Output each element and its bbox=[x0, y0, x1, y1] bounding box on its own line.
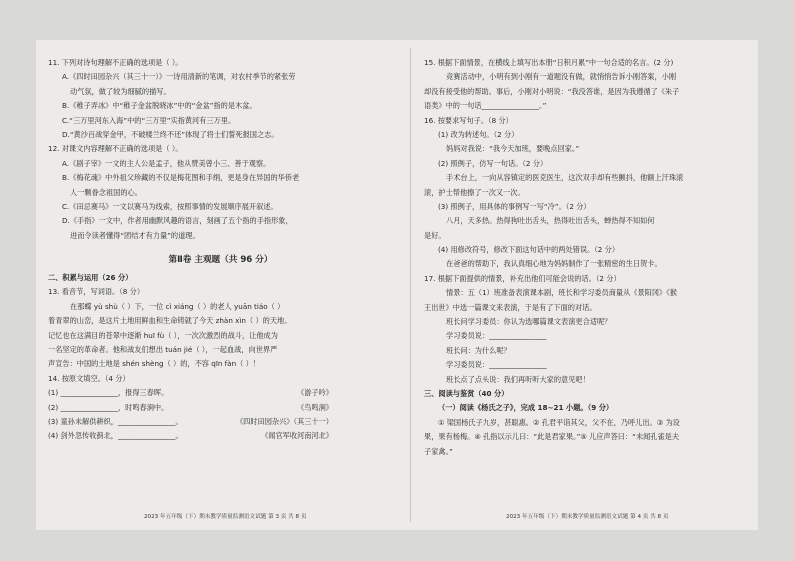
footer-left: 2023 年五年级（下）期末教学质量监测语文试题 第 3 页 共 8 页 bbox=[144, 514, 307, 520]
poem-source: 《四时田园杂兴》（其三十一） bbox=[235, 416, 333, 426]
text-line: 三、阅读与鉴赏（40 分） bbox=[424, 388, 509, 398]
right-questions-block bbox=[424, 56, 754, 459]
text-line: 进而令读者懂得“团结才有力量”的道理。 bbox=[70, 230, 200, 240]
text-line: 人一颗眷念祖国的心。 bbox=[70, 187, 142, 197]
multiple-choice-block bbox=[48, 56, 393, 243]
text-line: 滚，护士帮他擦了一次又一次。 bbox=[424, 187, 525, 197]
text-line: （一）阅读《杨氏之子》，完成 18~21 小题。（9 分） bbox=[438, 403, 614, 413]
poem-source: 《鸟鸣涧》 bbox=[297, 402, 333, 412]
text-line: 学习委员说：________________ bbox=[446, 360, 547, 370]
page-divider bbox=[410, 48, 411, 522]
text-line: B.《稚子弄冰》中“稚子金盆脱晓冰”中的“金盆”指的是木盆。 bbox=[62, 101, 257, 111]
text-line: C.《田忌赛马》一文以赛马为线索，按照事情的发展顺序展开叙述。 bbox=[62, 201, 278, 211]
text-line: 王出世》中选一篇课文来表演，于是有了下面的对话。 bbox=[424, 302, 597, 312]
text-line: (3) 照例子，用具体的事例写一写“冷”。（2 分） bbox=[438, 201, 591, 211]
accumulation-block bbox=[48, 271, 393, 386]
text-line: 是好。 bbox=[424, 230, 446, 240]
text-line: 却没有接受他的帮助。事后，小刚对小明说：“我没答谁，是因为我遵循了《朱子 bbox=[424, 86, 680, 96]
poem-row bbox=[48, 415, 393, 429]
text-line: 14. 按原文填空。（4 分） bbox=[48, 373, 130, 383]
text-line: 11. 下列对诗句理解不正确的选项是（ ）。 bbox=[48, 58, 183, 67]
text-line: D.“黄沙百战穿金甲，不破楼兰终不还”体现了将士们誓死报国之志。 bbox=[62, 129, 279, 139]
text-line: 17. 根据下面提供的情景，补充出他们可能会说的话。（2 分） bbox=[424, 273, 621, 283]
text-line: A.《剧子宰》一文的主人公是孟子，他从赞美曾小三、善于观察。 bbox=[62, 158, 271, 168]
text-line: D.《手指》一文中，作者用幽默风趣的语言，刻画了五个指的手指形象， bbox=[62, 216, 293, 226]
poem-line: (1) ________________，报得三春晖。 bbox=[48, 388, 169, 398]
text-line: 手术台上，一向从容镇定的医克医生，这次双手却有些颤抖，他额上汗珠滚 bbox=[446, 173, 684, 183]
text-line: 记忆也在这满目的苍翠中逐渐 huī fù（ ），一次次激烈的战斗，让他成为 bbox=[48, 330, 278, 340]
poem-source: 《游子吟》 bbox=[297, 388, 333, 398]
text-line: 声宣告：中国的土地是 shén shèng（ ）的，不容 qīn fàn（ ）！ bbox=[48, 359, 260, 369]
text-line: 在爸爸的帮助下，我认真细心地为妈妈制作了一张精密的生日贺卡。 bbox=[446, 259, 662, 269]
text-line: 八月，天多热。热得狗吐出舌头，热得吐出舌头，蝉热得不知如何 bbox=[446, 216, 655, 226]
text-line: 13. 看音节，写词语。（8 分） bbox=[48, 287, 145, 297]
text-line: (2) 照例子，仿写一句话。（2 分） bbox=[438, 158, 548, 168]
text-line: 子家禽。” bbox=[424, 446, 453, 456]
text-line: C.“三万里河东入海”中的“三万里”实指黄河有三万里。 bbox=[62, 115, 236, 125]
text-line: 一名坚定的革命者。他和战友们想出 tuán jié（ ），一起血战，向世界严 bbox=[48, 345, 278, 355]
text-line: 二、积累与运用（26 分） bbox=[48, 273, 133, 283]
text-line: 着青翠的山峦，是这片土地用鲜血和生命铸就了今天 zhàn xìn（ ）的天地。 bbox=[48, 316, 292, 326]
text-line: 竞赛活动中，小明有到小刚有一道题没有做，就悄悄告诉小刚答案，小刚 bbox=[446, 72, 677, 82]
text-line: 12. 对课文内容理解不正确的选项是（ ）。 bbox=[48, 144, 183, 154]
exam-sheet bbox=[36, 40, 758, 530]
text-line: 在那蝶 yù shù（ ）下，一位 cì xiáng（ ）的老人 yuān tiáo（ ） bbox=[70, 301, 285, 311]
text-line: 学习委员说：________________ bbox=[446, 331, 547, 341]
text-line: 15. 根据下面情景，在横线上填写出本册“日积月累”中一句合适的名言。(2 分) bbox=[424, 58, 674, 67]
poem-line: (4) 剑外忽传收蓟北，________________。 bbox=[48, 431, 183, 441]
text-line: 妈妈对我说：“我今天加班，要晚点回家。” bbox=[446, 144, 580, 154]
text-line: (4) 用修改符号，修改下面这句话中的两处错误。（2 分） bbox=[438, 245, 620, 255]
poem-line: (3) 童孙未解供耕织，________________。 bbox=[48, 416, 183, 426]
poem-source: 《闻官军收河南河北》 bbox=[261, 431, 333, 441]
poem-fill-block bbox=[48, 386, 393, 444]
right-page bbox=[424, 56, 754, 459]
footer-right: 2023 年五年级（下）期末教学质量监测语文试题 第 4 页 共 8 页 bbox=[506, 514, 669, 520]
text-line: B.《梅花魂》中外祖父珍藏的不仅是梅花图和手绢，更是身在异国的华侨老 bbox=[62, 173, 300, 183]
text-line: 班长点了点头说：我们再听听大家的意见吧！ bbox=[446, 374, 590, 384]
text-line: 语类》中的一句话________________。” bbox=[424, 101, 547, 111]
poem-row bbox=[48, 429, 393, 443]
text-line: A.《四时田园杂兴（其三十一）》一诗用清新的笔调，对农村季节的紧张劳 bbox=[62, 72, 296, 82]
text-line: 果，果有杨梅。④ 孔指以示儿曰：“此是君家果。”⑤ 儿应声答曰：“未闻孔雀是夫 bbox=[424, 432, 680, 442]
poem-row bbox=[48, 401, 393, 415]
left-page bbox=[48, 56, 393, 444]
poem-line: (2) ________________，时鸣春涧中。 bbox=[48, 402, 169, 412]
section-2-title: 第Ⅱ卷 主观题（共 96 分） bbox=[168, 255, 273, 266]
poem-row bbox=[48, 386, 393, 400]
text-line: 班长问：为什么呢？ bbox=[446, 345, 511, 355]
text-line: 班长问学习委员：你认为选哪篇课文表演更合适呢？ bbox=[446, 317, 612, 327]
text-line: ① 梁国杨氏子九岁，甚聪惠。② 孔君平诣其父，父不在，乃呼儿出。③ 为设 bbox=[438, 417, 680, 427]
text-line: 情景：五（1）班准备表演课本剧，班长和学习委员商量从《景阳冈》《猴 bbox=[446, 288, 677, 298]
text-line: (1) 改为转述句。（2 分） bbox=[438, 129, 519, 139]
text-line: 16. 按要求写句子。（8 分） bbox=[424, 115, 513, 125]
text-line: 动气氛，做了较为细腻的描写。 bbox=[70, 86, 171, 96]
